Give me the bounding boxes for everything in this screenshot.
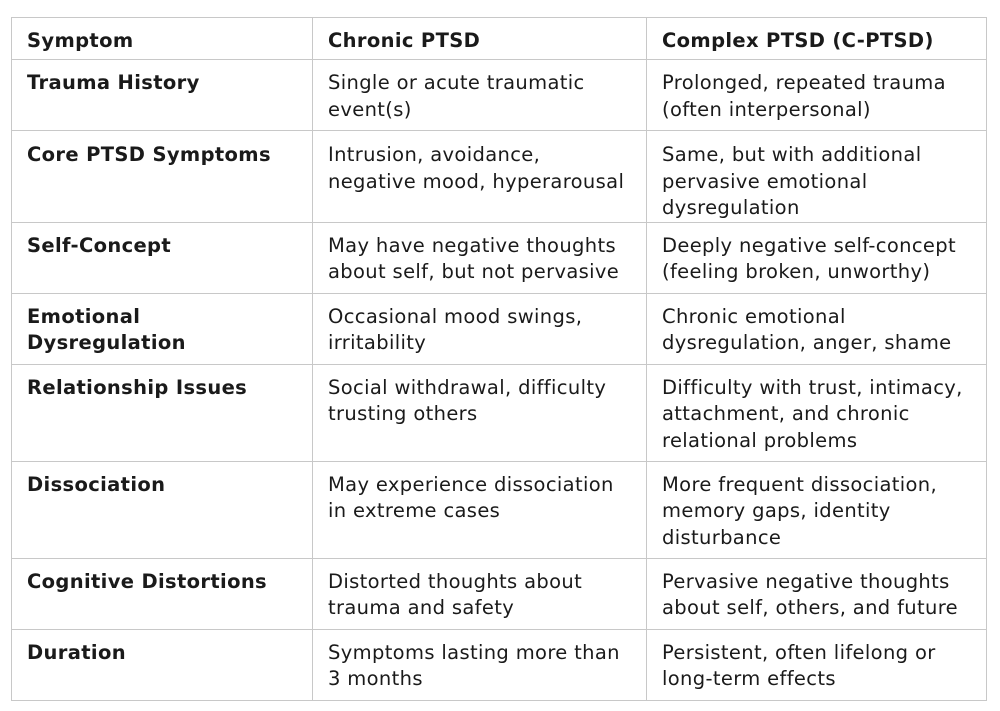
row-chronic-cell: Distorted thoughts about trauma and safety bbox=[313, 558, 647, 629]
row-complex-cell: Prolonged, repeated trauma (often interpersonal) bbox=[647, 60, 987, 131]
table-row bbox=[12, 60, 987, 131]
table-row bbox=[12, 293, 987, 364]
header-complex-ptsd: Complex PTSD (C-PTSD) bbox=[647, 18, 987, 60]
row-chronic-cell: Intrusion, avoidance, negative mood, hyperarousal bbox=[313, 131, 647, 223]
row-chronic-cell: May have negative thoughts about self, but not pervasive bbox=[313, 222, 647, 293]
row-chronic-cell: Occasional mood swings, irritability bbox=[313, 293, 647, 364]
row-symptom-cell: Dissociation bbox=[12, 461, 313, 558]
row-symptom-cell: Trauma History bbox=[12, 60, 313, 131]
table-row bbox=[12, 558, 987, 629]
row-complex-cell: Pervasive negative thoughts about self, others, and future bbox=[647, 558, 987, 629]
ptsd-comparison-table bbox=[11, 17, 987, 701]
table-row bbox=[12, 461, 987, 558]
row-complex-cell: Deeply negative self-concept (feeling broken, unworthy) bbox=[647, 222, 987, 293]
header-chronic-ptsd: Chronic PTSD bbox=[313, 18, 647, 60]
row-chronic-cell: Single or acute traumatic event(s) bbox=[313, 60, 647, 131]
comparison-table-container bbox=[11, 17, 986, 701]
row-chronic-cell: Social withdrawal, difficulty trusting others bbox=[313, 364, 647, 461]
row-chronic-cell: Symptoms lasting more than 3 months bbox=[313, 629, 647, 700]
row-complex-cell: More frequent dissociation, memory gaps, identity disturbance bbox=[647, 461, 987, 558]
row-symptom-cell: Self-Concept bbox=[12, 222, 313, 293]
table-row bbox=[12, 131, 987, 223]
row-symptom-cell: Emotional Dysregulation bbox=[12, 293, 313, 364]
header-symptom: Symptom bbox=[12, 18, 313, 60]
row-complex-cell: Same, but with additional pervasive emotional dysregulation bbox=[647, 131, 987, 223]
table-header-row bbox=[12, 18, 987, 60]
row-symptom-cell: Cognitive Distortions bbox=[12, 558, 313, 629]
row-chronic-cell: May experience dissociation in extreme cases bbox=[313, 461, 647, 558]
row-complex-cell: Persistent, often lifelong or long-term effects bbox=[647, 629, 987, 700]
row-complex-cell: Difficulty with trust, intimacy, attachment, and chronic relational problems bbox=[647, 364, 987, 461]
row-complex-cell: Chronic emotional dysregulation, anger, shame bbox=[647, 293, 987, 364]
table-row bbox=[12, 629, 987, 700]
table-row bbox=[12, 222, 987, 293]
table-row bbox=[12, 364, 987, 461]
row-symptom-cell: Core PTSD Symptoms bbox=[12, 131, 313, 223]
row-symptom-cell: Duration bbox=[12, 629, 313, 700]
row-symptom-cell: Relationship Issues bbox=[12, 364, 313, 461]
